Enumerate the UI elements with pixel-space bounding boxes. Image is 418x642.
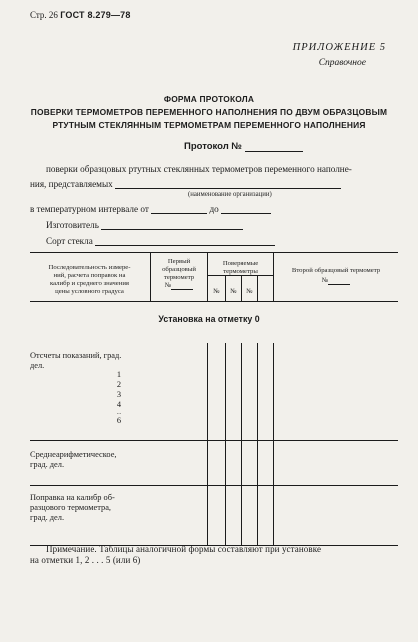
col3-header-line: Поверяемые xyxy=(222,260,259,267)
col2-number-field[interactable] xyxy=(171,282,193,290)
correction-label xyxy=(30,493,115,523)
gost-number: ГОСТ 8.279—78 xyxy=(60,10,131,20)
title-line-1: ФОРМА ПРОТОКОЛА xyxy=(163,94,255,104)
table-top-rule xyxy=(30,252,398,253)
reading-ellipsis: ... xyxy=(116,410,122,416)
col2-number-sign: № xyxy=(164,282,172,289)
reading-number: 2 xyxy=(116,380,122,389)
correction-label-line: разцового термометра, xyxy=(30,503,112,512)
col1-header-line: Последовательность измере- xyxy=(48,264,131,271)
col2-header-line: Первый xyxy=(167,258,191,265)
appendix-sub: Справочное xyxy=(318,58,366,68)
reading-number: 3 xyxy=(116,390,122,399)
subcol-divider-3 xyxy=(257,275,258,301)
maker-label: Изготовитель xyxy=(46,220,99,230)
glass-line xyxy=(46,236,275,246)
body-col-divider-4 xyxy=(257,343,258,546)
col3-header xyxy=(208,260,273,276)
glass-field[interactable] xyxy=(95,236,275,246)
col1-header-line: калибр и среднего значения xyxy=(50,280,129,287)
col3-sub-3: № xyxy=(246,288,253,295)
col3-sub-1: № xyxy=(213,288,220,295)
body-col-divider-2 xyxy=(225,343,226,546)
col4-number-line xyxy=(274,277,398,285)
title-line-2: ПОВЕРКИ ТЕРМОМЕТРОВ ПЕРЕМЕННОГО НАПОЛНЕНИЯ ПО ДВУМ ОБРАЗЦОВЫМ xyxy=(30,107,388,117)
protocol-label: Протокол № xyxy=(184,141,242,152)
col4-number-field[interactable] xyxy=(328,277,350,285)
maker-field[interactable] xyxy=(101,220,243,230)
appendix-label: ПРИЛОЖЕНИЕ 5 xyxy=(292,42,386,53)
reading-number: 4 xyxy=(116,400,122,409)
page-number: Стр. 26 xyxy=(30,10,58,20)
intro-line-2-text: ния, представляемых xyxy=(30,179,113,189)
readings-label xyxy=(30,351,121,371)
reading-number: 1 xyxy=(116,370,122,379)
organization-field[interactable] xyxy=(115,179,341,189)
header-bottom-rule xyxy=(30,301,398,302)
reading-number: 6 xyxy=(116,416,122,425)
page-header xyxy=(30,10,131,20)
correction-label-line: Поправка на калибр об- xyxy=(30,493,115,502)
col4-header-line: Второй образцовый термометр xyxy=(291,267,381,274)
col2-header-line: термометр xyxy=(163,274,195,281)
body-col-divider-3 xyxy=(241,343,242,546)
range-from-field[interactable] xyxy=(151,204,207,214)
footnote-line-2: на отметки 1, 2 . . . 5 (или 6) xyxy=(30,555,141,565)
col2-header-line: образцовый xyxy=(162,266,196,273)
row-rule-2 xyxy=(30,485,398,486)
readings-numbers xyxy=(114,370,124,426)
row-rule-1 xyxy=(30,440,398,441)
range-to-label: до xyxy=(209,204,219,214)
range-line xyxy=(30,204,271,214)
intro-line-2 xyxy=(30,179,341,189)
col4-number-sign: № xyxy=(321,277,329,284)
range-label: в температурном интервале от xyxy=(30,204,149,214)
col1-header xyxy=(30,264,149,296)
protocol-number-field[interactable] xyxy=(245,142,303,152)
col3-sub-2: № xyxy=(230,288,237,295)
col2-number-line xyxy=(151,282,207,290)
section-title: Установка на отметку 0 xyxy=(158,314,260,324)
readings-label-line: дел. xyxy=(30,361,45,370)
col1-header-line: цены условного градуса xyxy=(55,288,124,295)
mean-label-line: град. дел. xyxy=(30,460,65,469)
col1-header-line: ний, расчета поправок на xyxy=(53,272,126,279)
mean-label-line: Среднеарифметическое, xyxy=(30,450,117,459)
readings-label-line: Отсчеты показаний, град. xyxy=(30,351,122,360)
col3-header-line: термометры xyxy=(223,268,258,275)
maker-line xyxy=(46,220,243,230)
protocol-heading xyxy=(184,141,303,152)
intro-line-1: поверки образцовых ртутных стеклянных термометров переменного наполне- xyxy=(46,164,352,174)
organization-note: (наименование организации) xyxy=(188,191,272,198)
title-line-3: РТУТНЫМ СТЕКЛЯННЫМ ТЕРМОМЕТРАМ ПЕРЕМЕННОГО НАПОЛНЕНИЯ xyxy=(52,120,366,130)
col2-header xyxy=(151,258,207,290)
correction-label-line: град. дел. xyxy=(30,513,65,522)
glass-label: Сорт стекла xyxy=(46,236,93,246)
footnote-line-1: Примечание. Таблицы аналогичной формы составляют при установке xyxy=(46,544,322,554)
mean-label xyxy=(30,450,117,470)
range-to-field[interactable] xyxy=(221,204,271,214)
col4-header xyxy=(274,267,398,285)
body-col-divider-5 xyxy=(273,343,274,546)
body-col-divider-1 xyxy=(207,343,208,546)
